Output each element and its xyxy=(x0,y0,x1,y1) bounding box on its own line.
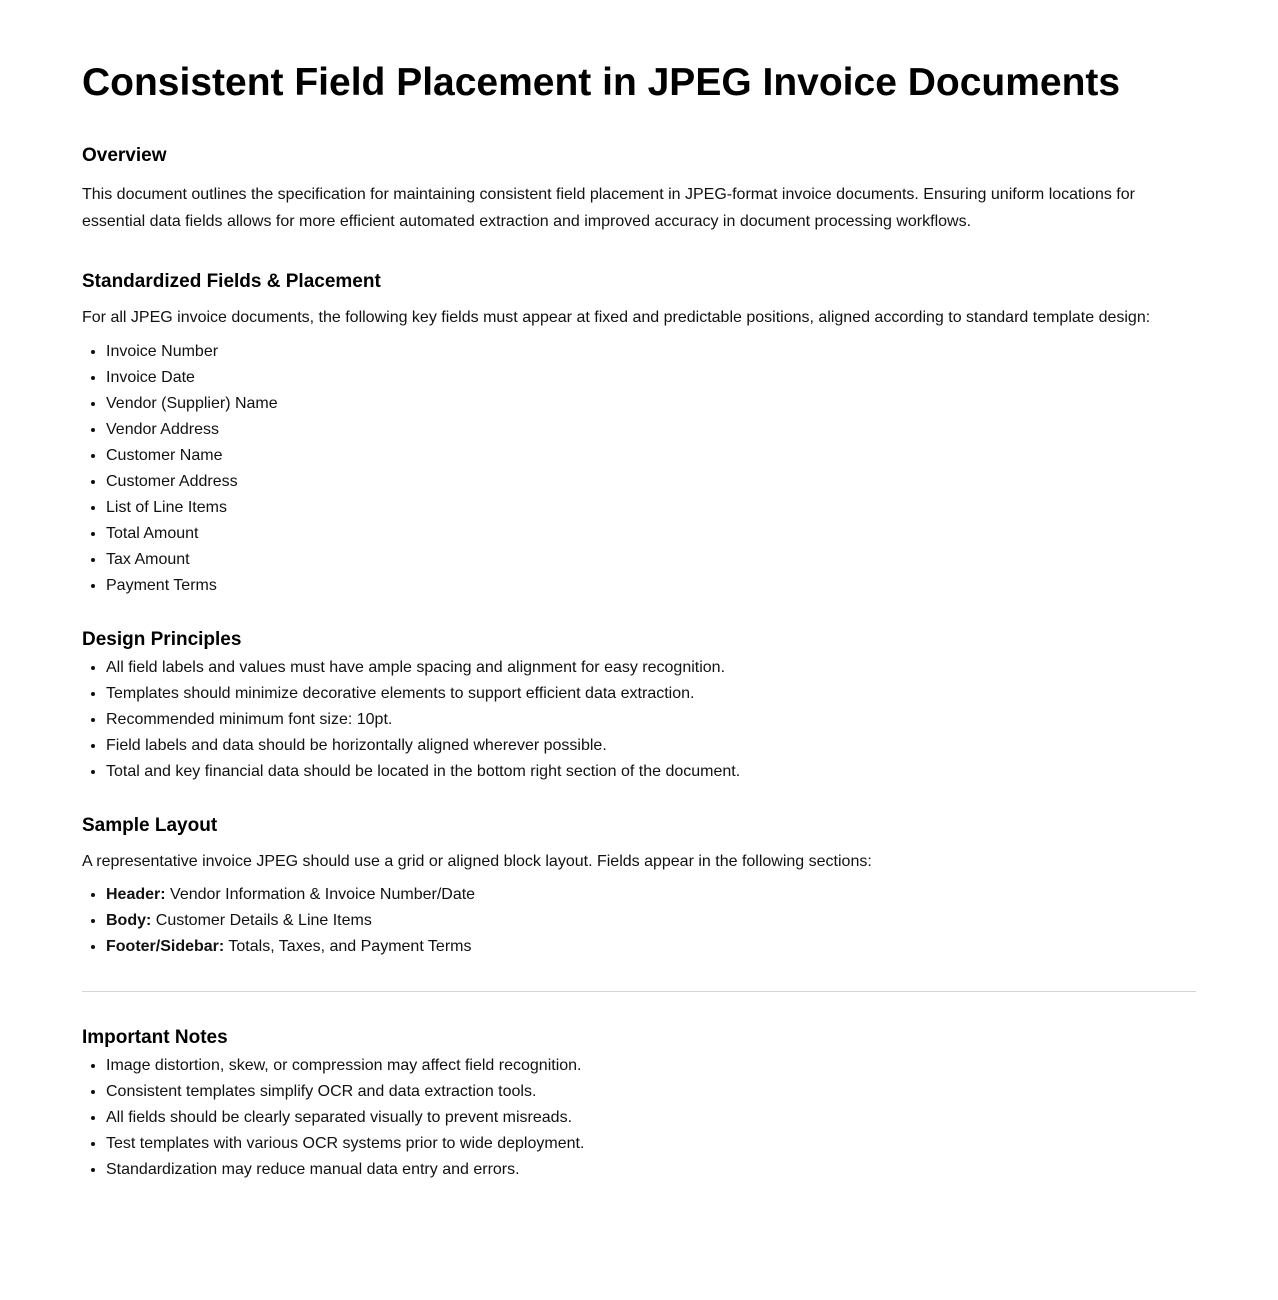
list-item xyxy=(106,882,1196,908)
list-item: • Total Amount xyxy=(106,521,1196,547)
list-item: • All fields should be clearly separated visually to prevent misreads. xyxy=(106,1105,1196,1131)
layout-list xyxy=(82,882,1196,960)
notes-list xyxy=(82,1053,1196,1183)
design-heading: Design Principles xyxy=(82,629,242,650)
overview-heading: Overview xyxy=(82,145,167,166)
layout-text: Totals, Taxes, and Payment Terms xyxy=(224,938,472,955)
list-item: • Invoice Date xyxy=(106,365,1196,391)
list-item: • Test templates with various OCR systems prior to wide deployment. xyxy=(106,1131,1196,1157)
fields-intro: For all JPEG invoice documents, the following key fields must appear at fixed and predictable positions, aligned according to standard template design: xyxy=(82,309,1151,326)
layout-label: Header: xyxy=(106,886,166,903)
layout-label: Body: xyxy=(106,912,152,929)
list-item: • Vendor (Supplier) Name xyxy=(106,391,1196,417)
list-item: • Total and key financial data should be located in the bottom right section of the document. xyxy=(106,759,1196,785)
list-item: • All field labels and values must have ample spacing and alignment for easy recognition. xyxy=(106,655,1196,681)
list-item: • Payment Terms xyxy=(106,573,1196,599)
notes-heading: Important Notes xyxy=(82,1027,228,1048)
list-item: • List of Line Items xyxy=(106,495,1196,521)
layout-text: Customer Details & Line Items xyxy=(151,912,372,929)
list-item xyxy=(106,908,1196,934)
list-item: • Tax Amount xyxy=(106,547,1196,573)
list-item: • Templates should minimize decorative elements to support efficient data extraction. xyxy=(106,681,1196,707)
layout-heading: Sample Layout xyxy=(82,815,218,836)
fields-list xyxy=(82,339,1196,599)
layout-text: Vendor Information & Invoice Number/Date xyxy=(165,886,476,903)
list-item xyxy=(106,934,1196,960)
section-divider xyxy=(82,991,1196,992)
page-title: Consistent Field Placement in JPEG Invoice Documents xyxy=(82,61,1121,104)
fields-heading: Standardized Fields & Placement xyxy=(82,271,381,292)
list-item: • Field labels and data should be horizontally aligned wherever possible. xyxy=(106,733,1196,759)
list-item: • Vendor Address xyxy=(106,417,1196,443)
list-item: • Invoice Number xyxy=(106,339,1196,365)
list-item: • Recommended minimum font size: 10pt. xyxy=(106,707,1196,733)
list-item: • Image distortion, skew, or compression may affect field recognition. xyxy=(106,1053,1196,1079)
list-item: • Standardization may reduce manual data entry and errors. xyxy=(106,1157,1196,1183)
layout-intro: A representative invoice JPEG should use a grid or aligned block layout. Fields appear in the following sections: xyxy=(82,853,872,870)
overview-text: This document outlines the specification for maintaining consistent field placement in JPEG-format invoice documents. Ensuring uniform locations for essential data fields allows for more efficient automated extraction and improved accuracy in document processing workflows. xyxy=(82,186,1135,230)
layout-label: Footer/Sidebar: xyxy=(106,938,225,955)
design-list xyxy=(82,655,1196,785)
list-item: • Consistent templates simplify OCR and data extraction tools. xyxy=(106,1079,1196,1105)
list-item: • Customer Name xyxy=(106,443,1196,469)
list-item: • Customer Address xyxy=(106,469,1196,495)
